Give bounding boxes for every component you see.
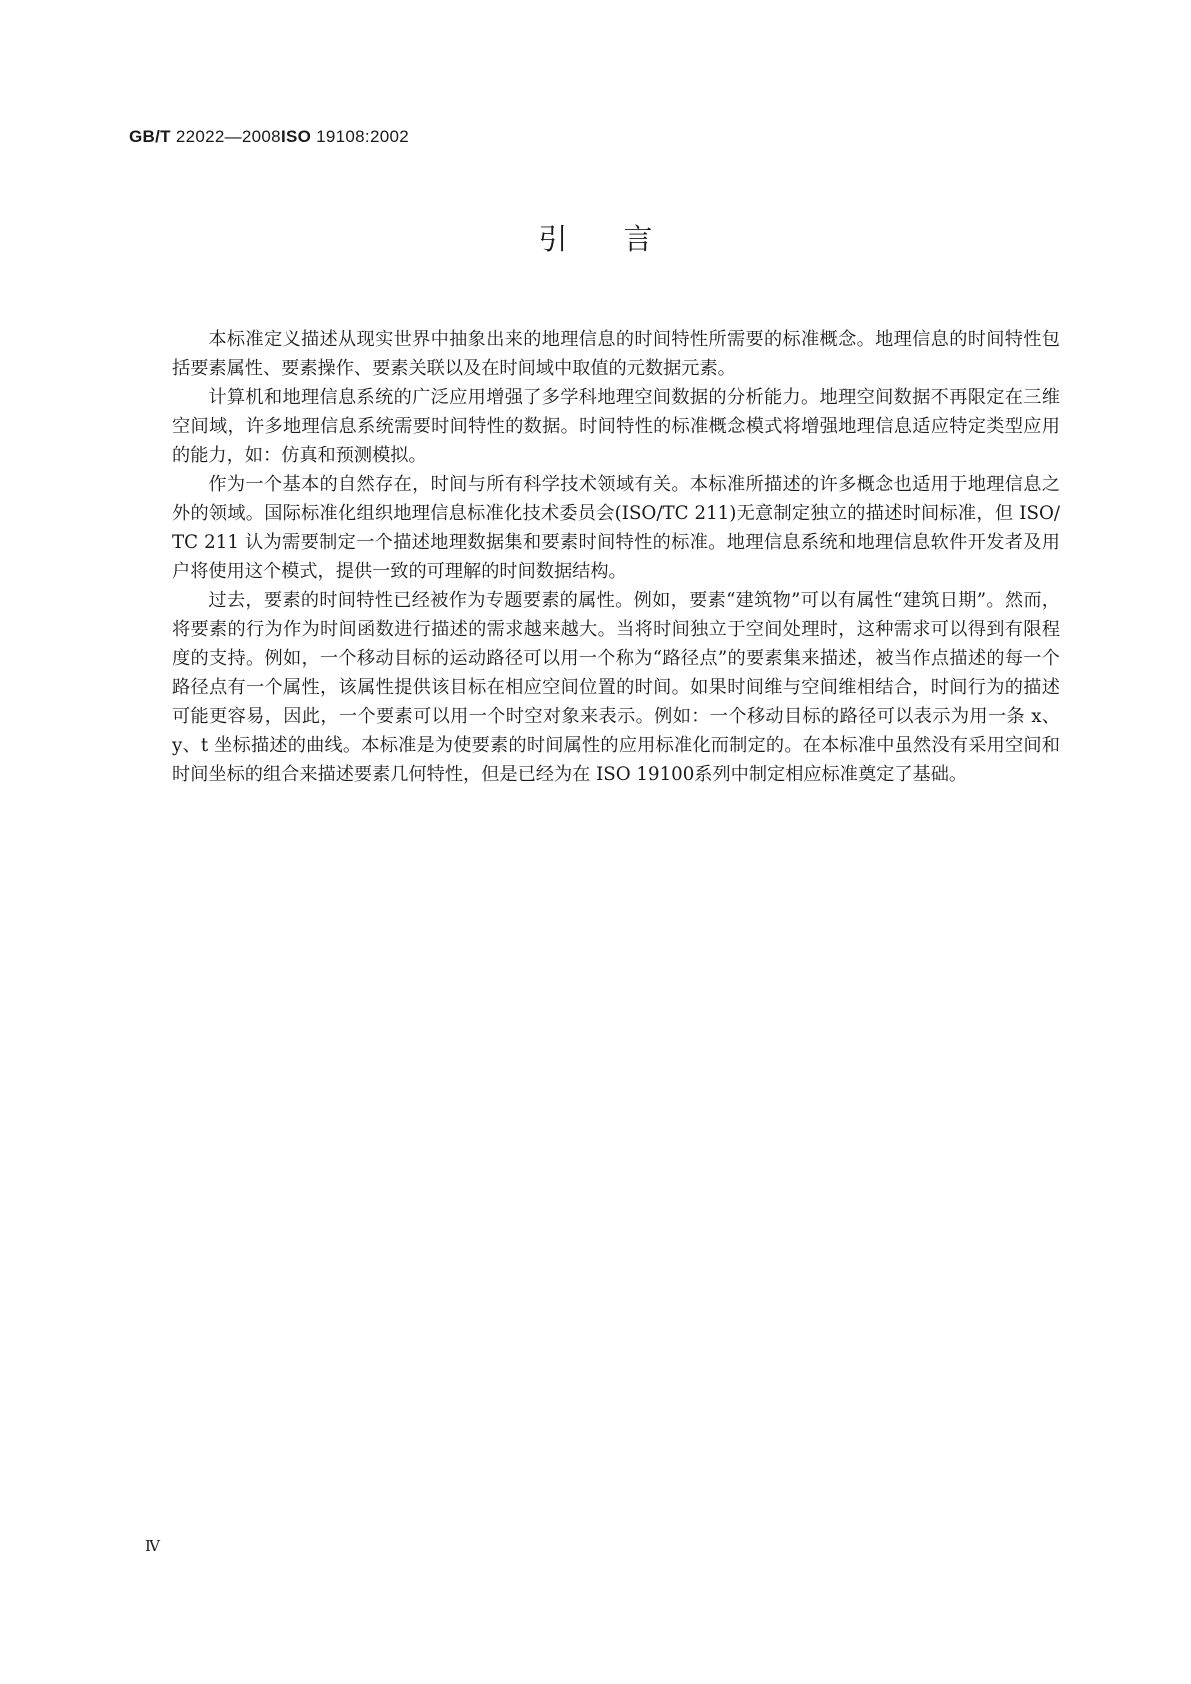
introduction-body [172, 325, 1060, 789]
iso-number: 19108:2002 [316, 127, 409, 146]
paragraph-4: 过去，要素的时间特性已经被作为专题要素的属性。例如，要素“建筑物”可以有属性“建筑日期”。然而，将要素的行为作为时间函数进行描述的需求越来越大。当将时间独立于空间处理时，这种需求可以得到有限程度的支持。例如，一个移动目标的运动路径可以用一个称为“路径点”的要素集来描述，被当作点描述的每一个路径点有一个属性，该属性提供该目标在相应空间位置的时间。如果时间维与空间维相结合，时间行为的描述可能更容易，因此，一个要素可以用一个时空对象来表示。例如：一个移动目标的路径可以表示为用一条 x、y、t 坐标描述的曲线。本标准是为使要素的时间属性的应用标准化而制定的。在本标准中虽然没有采用空间和时间坐标的组合来描述要素几何特性，但是已经为在 ISO 19100系列中制定相应标准奠定了基础。 [172, 590, 1060, 785]
std-prefix: GB/T [129, 127, 171, 146]
paragraph-3: 作为一个基本的自然存在，时间与所有科学技术领域有关。本标准所描述的许多概念也适用于地理信息之外的领域。国际标准化组织地理信息标准化技术委员会(ISO/TC 211)无意制定独立的描述时间标准，但 ISO/TC 211 认为需要制定一个描述地理数据集和要素时间特性的标准。地理信息系统和地理信息软件开发者及用户将使用这个模式，提供一致的可理解的时间数据结构。 [172, 474, 1060, 582]
page-title: 引言 [538, 222, 709, 256]
document-header [129, 127, 409, 147]
std-number: 22022—2008 [175, 127, 281, 146]
iso-prefix: ISO [280, 127, 312, 146]
paragraph-1: 本标准定义描述从现实世界中抽象出来的地理信息的时间特性所需要的标准概念。地理信息的时间特性包括要素属性、要素操作、要素关联以及在时间域中取值的元数据元素。 [172, 329, 1060, 379]
page-number: Ⅳ [145, 1537, 160, 1555]
paragraph-2: 计算机和地理信息系统的广泛应用增强了多学科地理空间数据的分析能力。地理空间数据不再限定在三维空间域，许多地理信息系统需要时间特性的数据。时间特性的标准概念模式将增强地理信息适应特定类型应用的能力，如：仿真和预测模拟。 [172, 387, 1060, 466]
